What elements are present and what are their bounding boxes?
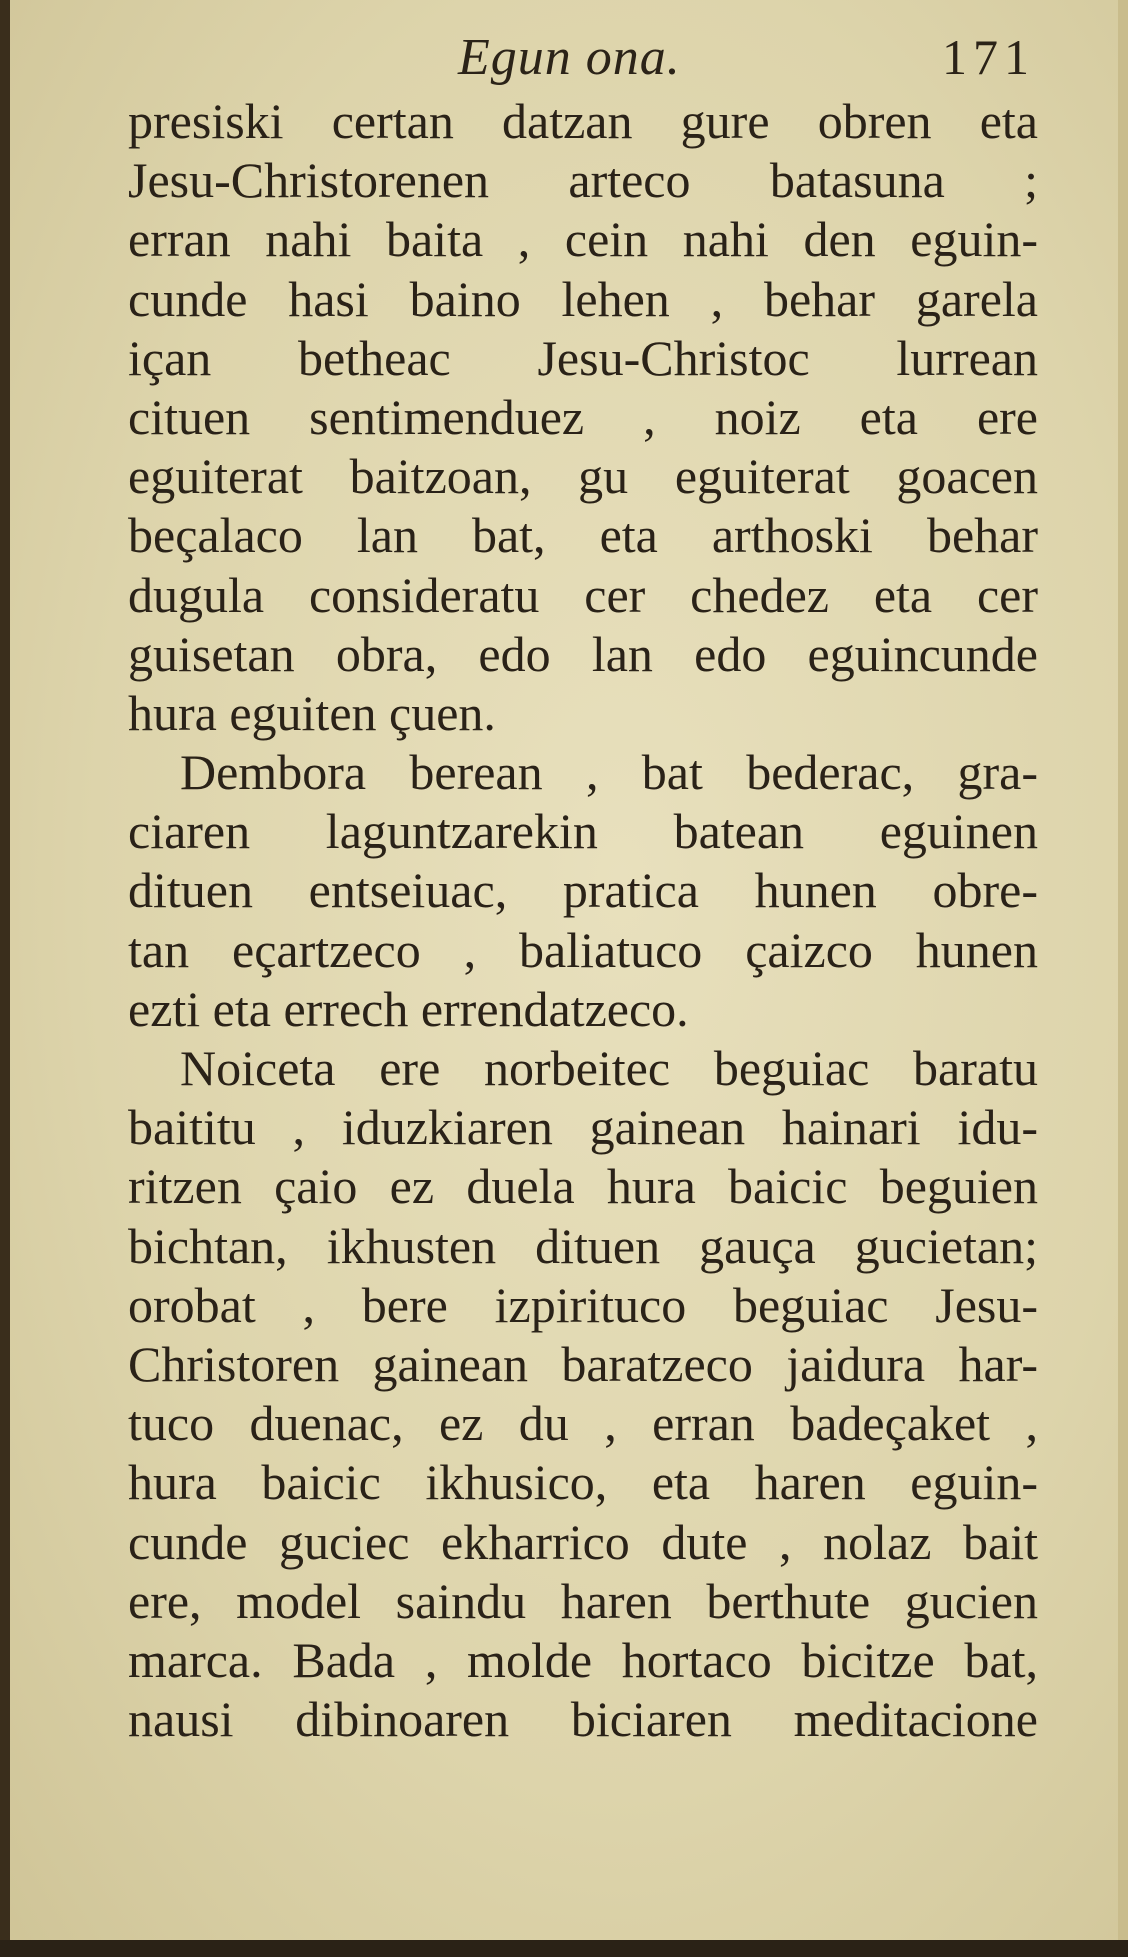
text-line: tan eçartzeco , baliatuco çaizco hunen bbox=[128, 921, 1038, 978]
text-line: cunde guciec ekharrico dute , nolaz bait bbox=[128, 1513, 1038, 1570]
page-left-binding-edge bbox=[0, 0, 10, 1957]
text-line: nausi dibinoaren biciaren meditacione bbox=[128, 1691, 1038, 1748]
text-line: dugula consideratu cer chedez eta cer bbox=[128, 566, 1038, 623]
text-line: ritzen çaio ez duela hura baicic beguien bbox=[128, 1158, 1038, 1215]
text-line: ciaren laguntzarekin batean eguinen bbox=[128, 803, 1038, 860]
page-bottom-edge bbox=[0, 1940, 1128, 1957]
text-line: marca. Bada , molde hortaco bicitze bat, bbox=[128, 1631, 1038, 1688]
text-line: bichtan, ikhusten dituen gauça gucietan; bbox=[128, 1217, 1038, 1274]
text-line: Jesu-Christorenen arteco batasuna ; bbox=[128, 152, 1038, 209]
page-number: 171 bbox=[942, 29, 1035, 85]
body-text bbox=[128, 92, 1038, 1749]
text-line: beçalaco lan bat, eta arthoski behar bbox=[128, 507, 1038, 564]
text-line: dituen entseiuac, pratica hunen obre- bbox=[128, 862, 1038, 919]
text-line: eguiterat baitzoan, gu eguiterat goacen bbox=[128, 448, 1038, 505]
text-line: presiski certan datzan gure obren eta bbox=[128, 93, 1038, 149]
text-line: Christoren gainean baratzeco jaidura har- bbox=[128, 1335, 1038, 1392]
text-line: baititu , iduzkiaren gainean hainari idu- bbox=[128, 1099, 1038, 1156]
text-line: içan betheac Jesu-Christoc lurrean bbox=[128, 329, 1038, 386]
page-header bbox=[130, 18, 1035, 88]
text-line: guisetan obra, edo lan edo eguincunde bbox=[128, 625, 1038, 682]
page-right-edge bbox=[1118, 0, 1128, 1957]
running-head: Egun ona. bbox=[458, 29, 681, 86]
text-line: Noiceta ere norbeitec beguiac baratu bbox=[180, 1040, 1038, 1096]
text-line: cituen sentimenduez , noiz eta ere bbox=[128, 388, 1038, 445]
text-line: erran nahi baita , cein nahi den eguin- bbox=[128, 211, 1038, 268]
text-line: ere, model saindu haren berthute gucien bbox=[128, 1572, 1038, 1629]
text-line: tuco duenac, ez du , erran badeçaket , bbox=[128, 1395, 1038, 1452]
text-line: Dembora berean , bat bederac, gra- bbox=[180, 744, 1038, 801]
text-line: hura baicic ikhusico, eta haren eguin- bbox=[128, 1454, 1038, 1511]
text-line: cunde hasi baino lehen , behar garela bbox=[128, 270, 1038, 327]
text-line: orobat , bere izpirituco beguiac Jesu- bbox=[128, 1276, 1038, 1333]
text-line: ezti eta errech errendatzeco. bbox=[128, 980, 689, 1037]
text-line: hura eguiten çuen. bbox=[128, 684, 496, 741]
